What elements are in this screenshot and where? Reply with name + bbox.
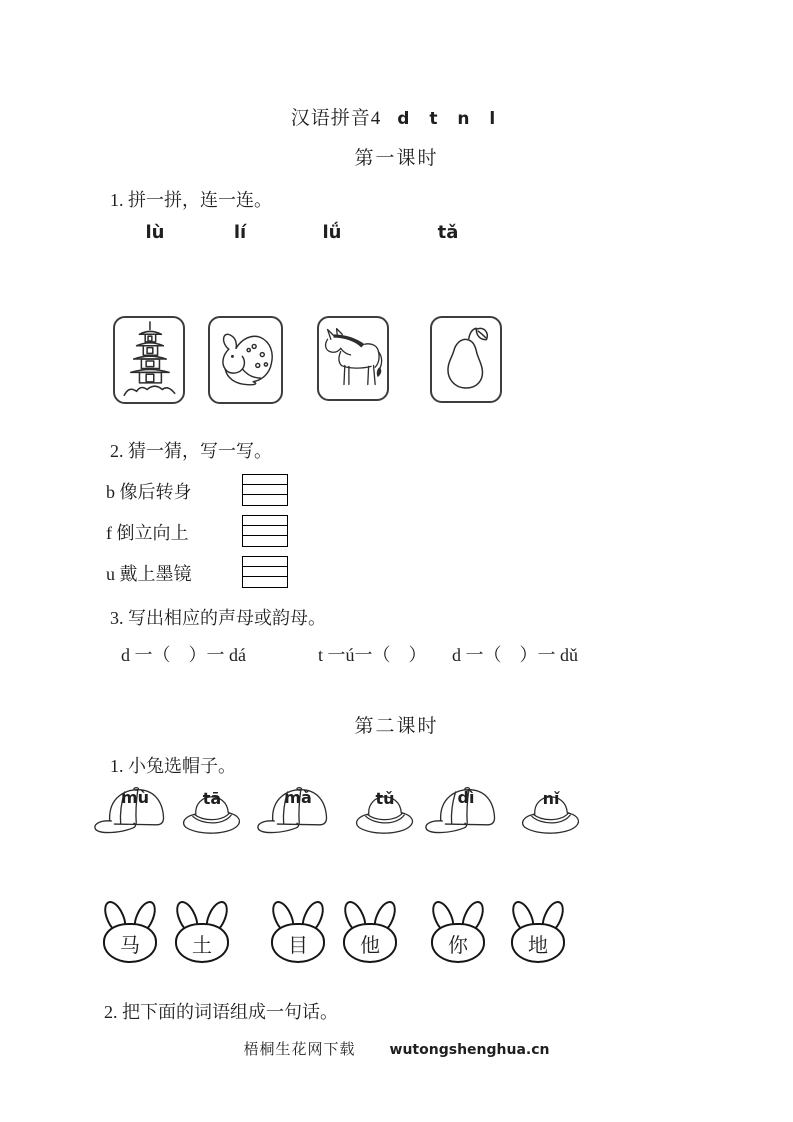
fill-in-item: d 一（ ）一 dǔ: [452, 645, 578, 665]
fill-in-item: d 一（ ）一 dá: [121, 645, 246, 665]
rabbit-face: [101, 898, 159, 964]
cap-hat: [254, 777, 332, 843]
deer-icon: [214, 322, 278, 398]
fill-in-row: [0, 641, 793, 667]
pinyin-option-lu4: lù: [145, 222, 165, 243]
lesson2-question2-label: 2. 把下面的词语组成一句话。: [104, 1002, 338, 1022]
rabbit-character: 马: [103, 923, 157, 963]
cap-icon: [422, 777, 500, 843]
hat-pinyin-label: nǐ: [542, 789, 560, 808]
footer: [0, 1038, 793, 1059]
rabbit-character: 你: [431, 923, 485, 963]
page-title: [0, 103, 793, 130]
pinyin-options-row: [0, 222, 793, 248]
rabbit-character: 目: [271, 923, 325, 963]
sun-hat: [178, 779, 246, 847]
writing-grid: [242, 515, 288, 547]
rabbit-face: [509, 898, 567, 964]
pagoda-image: [113, 316, 185, 404]
hat-pinyin-label: tā: [202, 789, 222, 808]
rabbit-face: [173, 898, 231, 964]
sun-hat: [351, 779, 419, 847]
lesson1-heading: 第一课时: [354, 148, 439, 169]
rabbit-face: [269, 898, 327, 964]
page-title-chinese: 汉语拼音4: [290, 108, 382, 129]
lesson2-question1-label: 1. 小兔选帽子。: [110, 756, 236, 776]
sun-hat: [517, 779, 585, 847]
lesson2-heading: 第二课时: [354, 716, 439, 737]
question3-label: 3. 写出相应的声母或韵母。: [110, 608, 326, 628]
clue-text: b 像后转身: [106, 482, 192, 502]
question2-label: 2. 猜一猜，写一写。: [110, 441, 272, 461]
cap-icon: [254, 777, 332, 843]
pear-icon: [438, 324, 494, 396]
footer-site-url: wutongshenghua.cn: [389, 1042, 550, 1058]
rabbit-character: 土: [175, 923, 229, 963]
donkey-image: [317, 316, 389, 401]
writing-grid: [242, 556, 288, 588]
question1-label: 1. 拼一拼，连一连。: [110, 190, 272, 210]
donkey-icon: [321, 324, 385, 394]
hat-pinyin-label: dì: [457, 788, 475, 807]
pinyin-option-ta3: tǎ: [437, 222, 459, 243]
page-title-letters: d t n l: [397, 109, 503, 129]
hat-pinyin-label: mù: [120, 788, 150, 807]
footer-site-name: 梧桐生花网下载: [243, 1042, 356, 1058]
fill-in-item: t 一ú一（ ）: [318, 645, 427, 665]
pagoda-icon: [118, 320, 180, 400]
hat-pinyin-label: tǔ: [375, 789, 395, 808]
clue-text: f 倒立向上: [106, 523, 189, 543]
rabbit-face: [341, 898, 399, 964]
clue-text: u 戴上墨镜: [106, 564, 192, 584]
pinyin-option-lv2: lǘ: [322, 222, 342, 243]
cap-hat: [91, 777, 169, 843]
hat-pinyin-label: mǎ: [284, 788, 312, 807]
deer-image: [208, 316, 283, 404]
rabbits-row: [0, 898, 793, 970]
pinyin-option-li2: lí: [233, 222, 247, 243]
writing-grid: [242, 474, 288, 506]
cap-icon: [91, 777, 169, 843]
rabbit-character: 地: [511, 923, 565, 963]
cap-hat: [422, 777, 500, 843]
match-images-row: [0, 316, 793, 408]
hats-row: [0, 777, 793, 857]
pear-image: [430, 316, 502, 403]
rabbit-character: 他: [343, 923, 397, 963]
rabbit-face: [429, 898, 487, 964]
